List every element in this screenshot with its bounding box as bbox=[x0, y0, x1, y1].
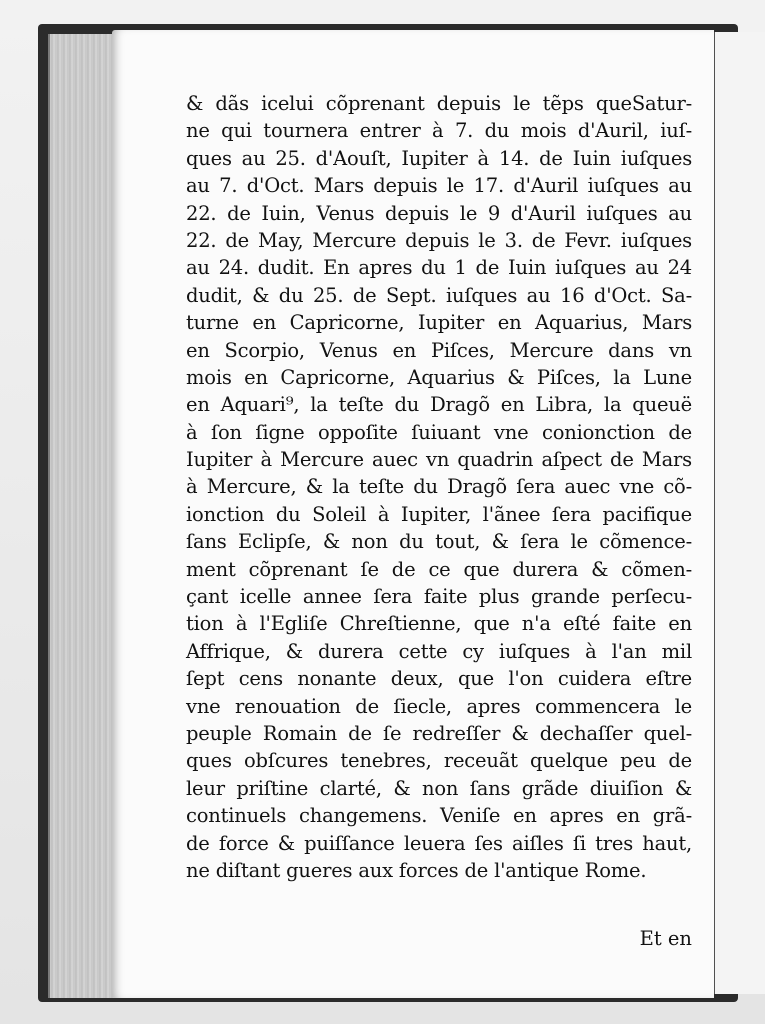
text-line: au 7. d'Oct. Mars depuis le 17. d'Auril iuſques au bbox=[186, 174, 692, 198]
text-line: ment cõprenant ſe de ce que durera & cõmen- bbox=[186, 557, 692, 581]
text-line: en Aquari⁹, la teſte du Dragõ en Libra, la queuë bbox=[186, 393, 692, 417]
text-line: à ſon ſigne oppoſite ſuiuant vne conionction de bbox=[186, 420, 692, 444]
text-line: de force & puiſſance leuera ſes aiſles ſi tres haut, bbox=[186, 831, 692, 855]
text-line: ionction du Soleil à Iupiter, l'ãnee ſera pacifique bbox=[186, 502, 692, 526]
text-line: ne diſtant gueres aux forces de l'antique Rome. bbox=[186, 858, 647, 882]
page-stack-edge bbox=[48, 34, 120, 998]
text-line: vne renouation de ſiecle, apres commencera le bbox=[186, 694, 692, 718]
text-line: à Mercure, & la teſte du Dragõ ſera auec vne cõ- bbox=[186, 475, 692, 499]
catchword: Et en bbox=[639, 927, 692, 950]
text-line: au 24. dudit. En apres du 1 de Iuin iuſques au 24 bbox=[186, 256, 692, 280]
text-line: 22. de May, Mercure depuis le 3. de Fevr. iuſques bbox=[186, 228, 692, 252]
text-line: peuple Romain de ſe redreſſer & dechaſſer quel- bbox=[186, 721, 692, 745]
text-line: ques au 25. d'Aouſt, Iupiter à 14. de Iuin iuſques bbox=[186, 146, 692, 170]
text-line: 22. de Iuin, Venus depuis le 9 d'Auril iuſques au bbox=[186, 201, 692, 225]
text-line: Iupiter à Mercure auec vn quadrin aſpect de Mars bbox=[186, 448, 692, 472]
text-line: ſans Eclipſe, & non du tout, & ſera le cõmence- bbox=[186, 530, 692, 554]
text-line: continuels changemens. Veniſe en apres en grã- bbox=[186, 804, 692, 828]
text-line: ques obſcures tenebres, receuãt quelque peu de bbox=[186, 749, 692, 773]
text-line: leur priſtine clarté, & non ſans grãde diuiſion & bbox=[186, 776, 692, 800]
page-text bbox=[186, 90, 692, 884]
text-line: mois en Capricorne, Aquarius & Piſces, la Lune bbox=[186, 365, 692, 389]
text-line: ſept cens nonante deux, que l'on cuidera eſtre bbox=[186, 667, 692, 691]
text-line: en Scorpio, Venus en Piſces, Mercure dans vn bbox=[186, 338, 692, 362]
text-line: dudit, & du 25. de Sept. iuſques au 16 d'Oct. Sa- bbox=[186, 283, 692, 307]
text-line: & dãs icelui cõprenant depuis le tẽps queSatur- bbox=[186, 92, 692, 115]
text-line: tion à l'Egliſe Chreſtienne, que n'a eſté faite en bbox=[186, 612, 692, 636]
text-line: çant icelle annee ſera faite plus grande perſecu- bbox=[186, 585, 692, 609]
text-line: turne en Capricorne, Iupiter en Aquarius, Mars bbox=[186, 311, 692, 335]
facing-page-edge bbox=[712, 32, 765, 994]
text-line: ne qui tournera entrer à 7. du mois d'Auril, iuſ- bbox=[186, 119, 692, 143]
text-line: Affrique, & durera cette cy iuſques à l'an mil bbox=[186, 639, 692, 663]
